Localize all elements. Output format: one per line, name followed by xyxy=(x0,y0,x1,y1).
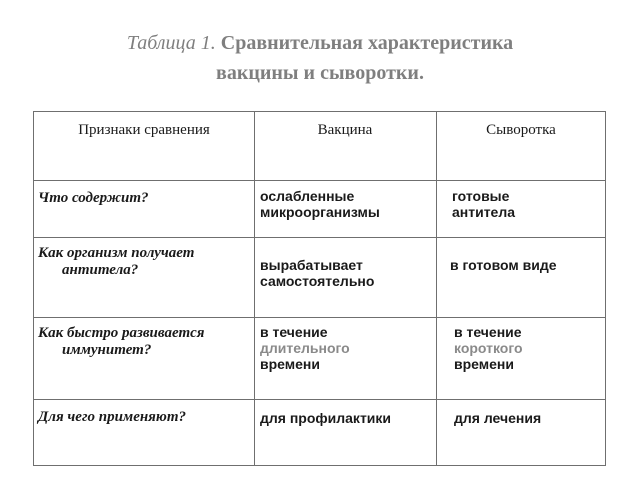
row-question: Для чего применяют? xyxy=(38,409,187,425)
serum-line: готовые xyxy=(452,188,510,204)
vaccine-cell xyxy=(260,188,432,220)
caption-line-1: Сравнительная характеристика xyxy=(220,32,514,54)
vaccine-line: вырабатывает xyxy=(260,257,363,273)
question-line: Как организм получает xyxy=(38,245,195,261)
row-divider xyxy=(34,237,605,238)
row-divider xyxy=(34,317,605,318)
vaccine-line: длительного xyxy=(260,340,350,356)
header-vaccine: Вакцина xyxy=(317,122,373,138)
row-question xyxy=(38,245,252,279)
caption-line-2: вакцины и сыворотки. xyxy=(216,62,424,84)
header-criteria: Признаки сравнения xyxy=(78,122,210,138)
vaccine-line: времени xyxy=(260,356,320,372)
serum-cell xyxy=(454,410,604,426)
question-line: Как быстро развивается xyxy=(38,325,205,341)
vaccine-cell xyxy=(260,410,432,426)
serum-line: в течение xyxy=(454,324,522,340)
vaccine-line: в течение xyxy=(260,324,328,340)
comparison-table xyxy=(33,111,606,466)
vaccine-cell xyxy=(260,324,432,372)
row-divider xyxy=(34,180,605,181)
question-line: антитела? xyxy=(62,262,139,278)
serum-cell xyxy=(454,324,604,372)
table-caption xyxy=(0,28,640,88)
row-divider xyxy=(34,399,605,400)
serum-cell xyxy=(450,257,606,273)
serum-line: в готовом виде xyxy=(450,257,557,273)
vaccine-line: микроорганизмы xyxy=(260,204,380,220)
header-serum: Сыворотка xyxy=(486,122,556,138)
vaccine-cell xyxy=(260,257,432,289)
serum-line: времени xyxy=(454,356,514,372)
column-divider xyxy=(436,112,437,465)
caption-prefix: Таблица 1. xyxy=(126,32,216,54)
column-divider xyxy=(254,112,255,465)
serum-cell xyxy=(452,188,602,220)
serum-line: для лечения xyxy=(454,410,542,426)
row-question xyxy=(38,325,252,359)
vaccine-line: для профилактики xyxy=(260,410,392,426)
vaccine-line: самостоятельно xyxy=(260,273,375,289)
vaccine-line: ослабленные xyxy=(260,188,355,204)
question-line: иммунитет? xyxy=(62,342,152,358)
row-question: Что содержит? xyxy=(38,190,149,206)
serum-line: короткого xyxy=(454,340,523,356)
serum-line: антитела xyxy=(452,204,516,220)
